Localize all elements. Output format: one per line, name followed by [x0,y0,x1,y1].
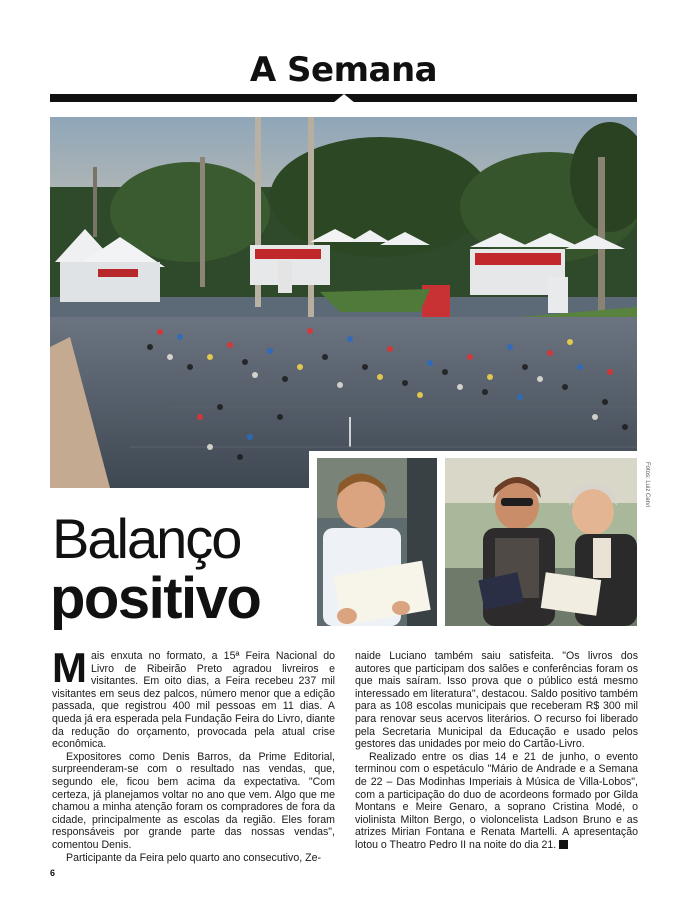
article-column-left [52,644,335,864]
paragraph-text: Realizado entre os dias 14 e 21 de junho, o evento terminou com o espetáculo "Mário de Andrade e a Semana de 22 – Das Modinhas Imperiais à Música de Villa-Lobos", com a participação do duo de acordeons formado por Gilda Montans e Meire Genaro, a soprano Cristina Modé, o violinista Milton Bergo, o violoncelista Ladson Bruno e as atrizes Mirian Fontana e Renata Martelli. A apresentação lotou o Theatro Pedro II na noite do dia 21. [355,750,638,851]
photo-book-fair-crowd [50,117,637,488]
article-paragraph: naide Luciano também saiu satisfeita. "Os livros dos autores que participam dos salões e conferências foram os que mais saíram. Isso prova que o público está mesmo interessado em literatura", destacou. Saldo positivo também para as 108 escolas municipais que receberam R$ 300 mil para renovar seus acervos literários. O recurso foi liberado pela Secretaria Municipal da Educação e usado pelos gestores das unidades por meio do Cartão-Livro. [355,650,638,751]
article-paragraph: Expositores como Denis Barros, da Prime Editorial, surpreenderam-se com o resultado nas vendas, que, segundo ele, ficou bem acima da expectativa. "Com certeza, já planejamos voltar no ano que vem. Algo que me chamou a minha atenção foram os compradores de fora da cidade, principalmente as escolas da região. Eles foram responsáveis por grande parte das nossas vendas", comentou Denis. [52,750,335,851]
article-column-right [355,650,638,852]
book-fair-illustration [50,117,637,488]
dropcap: M [52,644,87,691]
article-paragraph [52,644,335,751]
photo-credit: Fotos: Luiz Cervi [644,462,650,508]
title-rule-notch [333,94,355,103]
end-of-article-icon [559,840,568,849]
women-reading-illustration [445,458,637,626]
page-number: 6 [50,868,56,878]
headline-line-1: Balanço [52,507,241,570]
article-paragraph [355,751,638,852]
section-title: A Semana [249,50,438,90]
boy-reading-illustration [317,458,437,626]
article-paragraph: Participante da Feira pelo quarto ano consecutivo, Ze- [66,851,321,864]
paragraph-text: ais enxuta no formato, a 15ª Feira Nacional do Livro de Ribeirão Preto agradou livreiros e visitantes. Em oito dias, a Feira recebeu 237 mil visitantes em seus dez palcos, número menor que a edição passada, que registrou 400 mil pessoas em 11 dias. A queda já era esperada pela Fundação Feira do Livro, diante da redução do orçamento, provocada pela atual crise econômica. [52,650,335,751]
headline-line-2: positivo [50,566,261,631]
photo-boy-reading [317,458,437,626]
photo-women-reading [445,458,637,626]
